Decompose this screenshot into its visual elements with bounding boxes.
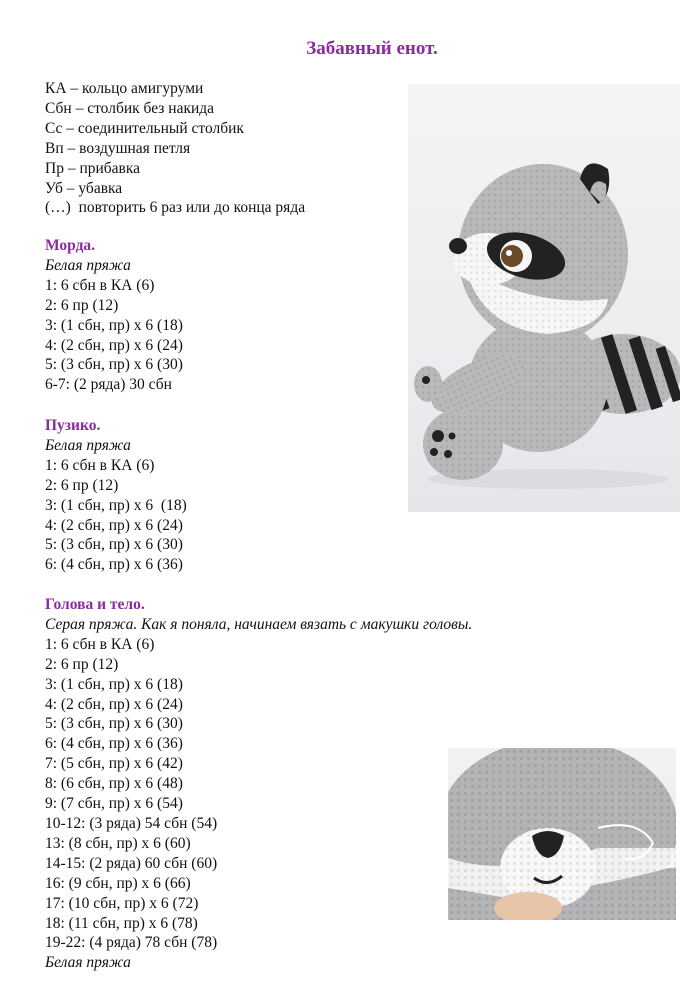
pattern-row: 17: (10 сбн, пр) х 6 (72) bbox=[45, 894, 199, 912]
pattern-row: 14-15: (2 ряда) 60 сбн (60) bbox=[45, 854, 218, 872]
pattern-row: 2: 6 пр (12) bbox=[45, 476, 119, 494]
raccoon-face-illustration bbox=[448, 748, 676, 920]
yarn-note: Серая пряжа. Как я поняла, начинаем вязать с макушки головы. bbox=[45, 615, 473, 633]
pattern-row: 4: (2 сбн, пр) х 6 (24) bbox=[45, 336, 183, 354]
abbreviations-legend bbox=[45, 79, 305, 218]
legend-line: (…) повторить 6 раз или до конца ряда bbox=[45, 199, 306, 217]
pattern-row: 13: (8 сбн, пр) х 6 (60) bbox=[45, 834, 191, 852]
page-title: Забавный енот. bbox=[306, 38, 438, 59]
pattern-row: 1: 6 сбн в КА (6) bbox=[45, 635, 155, 653]
section-morda bbox=[45, 236, 183, 395]
pattern-row: 6-7: (2 ряда) 30 сбн bbox=[45, 376, 172, 394]
legend-line: КА – кольцо амигуруми bbox=[45, 80, 204, 97]
pattern-row: 1: 6 сбн в КА (6) bbox=[45, 276, 155, 294]
legend-line: Вп – воздушная петля bbox=[45, 139, 191, 157]
pattern-row: 3: (1 сбн, пр) х 6 (18) bbox=[45, 316, 183, 334]
section-heading: Пузико. bbox=[45, 417, 101, 434]
yarn-note: Белая пряжа bbox=[45, 256, 131, 274]
pattern-row: 2: 6 пр (12) bbox=[45, 296, 119, 314]
pattern-row: 5: (3 сбн, пр) х 6 (30) bbox=[45, 536, 183, 554]
pattern-row: 4: (2 сбн, пр) х 6 (24) bbox=[45, 516, 183, 534]
pattern-row: 10-12: (3 ряда) 54 сбн (54) bbox=[45, 814, 218, 832]
pattern-row: 18: (11 сбн, пр) х 6 (78) bbox=[45, 914, 198, 932]
section-golova-i-telo bbox=[45, 595, 472, 973]
section-heading: Морда. bbox=[45, 237, 96, 254]
pattern-row: 1: 6 сбн в КА (6) bbox=[45, 456, 155, 474]
pattern-row: 3: (1 сбн, пр) х 6 (18) bbox=[45, 675, 183, 693]
pattern-row: 4: (2 сбн, пр) х 6 (24) bbox=[45, 695, 183, 713]
pattern-row: 9: (7 сбн, пр) х 6 (54) bbox=[45, 795, 183, 813]
legend-line: Уб – убавка bbox=[45, 179, 123, 197]
yarn-note: Белая пряжа bbox=[45, 436, 131, 454]
pattern-row: 6: (4 сбн, пр) х 6 (36) bbox=[45, 556, 183, 574]
section-heading: Голова и тело. bbox=[45, 596, 145, 613]
raccoon-illustration bbox=[408, 84, 680, 512]
pattern-row: 8: (6 сбн, пр) х 6 (48) bbox=[45, 775, 183, 793]
pattern-row: 2: 6 пр (12) bbox=[45, 655, 119, 673]
raccoon-photo-face-closeup bbox=[448, 748, 676, 920]
pattern-row: 5: (3 сбн, пр) х 6 (30) bbox=[45, 715, 183, 733]
pattern-row: 7: (5 сбн, пр) х 6 (42) bbox=[45, 755, 183, 773]
pattern-row: 6: (4 сбн, пр) х 6 (36) bbox=[45, 735, 183, 753]
pattern-row: 16: (9 сбн, пр) х 6 (66) bbox=[45, 874, 191, 892]
legend-line: Сс – соединительный столбик bbox=[45, 119, 244, 137]
legend-line: Пр – прибавка bbox=[45, 159, 141, 177]
legend-line: Сбн – столбик без накида bbox=[45, 99, 215, 117]
pattern-row: 5: (3 сбн, пр) х 6 (30) bbox=[45, 356, 183, 374]
pattern-row: 3: (1 сбн, пр) х 6 (18) bbox=[45, 496, 187, 514]
raccoon-photo-side-view bbox=[408, 84, 680, 512]
yarn-note: Белая пряжа bbox=[45, 954, 131, 972]
pattern-row: 19-22: (4 ряда) 78 сбн (78) bbox=[45, 934, 218, 952]
section-puziko bbox=[45, 416, 187, 575]
